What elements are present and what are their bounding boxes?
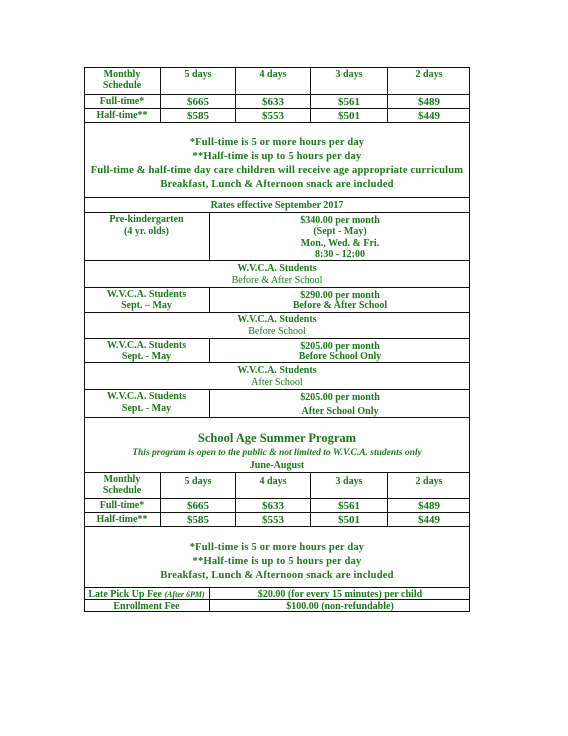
wvca-header-sub: After School — [251, 377, 303, 388]
enrollment-fee-value: $100.00 (non-refundable) — [286, 601, 394, 612]
row-line — [84, 94, 470, 95]
price-cell: $489 — [418, 500, 440, 512]
price-cell: $585 — [187, 110, 209, 122]
wvca-dates: Sept. - May — [121, 403, 172, 414]
col-header-3days: 3 days — [335, 69, 363, 80]
rates-header: Rates effective September 2017 — [210, 200, 344, 211]
col-header-3days: 3 days — [335, 476, 363, 487]
row-label: Full-time* — [99, 96, 145, 107]
price-cell: $449 — [418, 110, 440, 122]
col-header-schedule: Monthly Schedule — [102, 69, 142, 91]
enrollment-fee-label: Enrollment Fee — [113, 601, 180, 612]
prek-price: $340.00 per month — [300, 215, 380, 226]
price-cell: $665 — [187, 96, 209, 108]
summer-dates: June-August — [249, 460, 305, 471]
price-cell: $633 — [262, 96, 284, 108]
price-cell: $585 — [187, 514, 209, 526]
col-header-4days: 4 days — [259, 69, 287, 80]
row-line — [84, 108, 470, 109]
prek-label: Pre-kindergarten — [109, 214, 184, 225]
prek-age: (4 yr. olds) — [124, 226, 169, 237]
note-line: **Half-time is up to 5 hours per day — [192, 556, 362, 567]
prek-season: (Sept - May) — [313, 226, 367, 237]
wvca-label: W.V.C.A. Students — [106, 289, 187, 300]
row-label: Half-time** — [96, 110, 148, 121]
wvca-detail: Before School Only — [298, 351, 382, 362]
wvca-price: $290.00 per month — [300, 290, 380, 301]
late-fee-label-text: Late Pick Up Fee — [88, 589, 162, 600]
prek-hours: 8:30 - 12:00 — [315, 249, 365, 260]
col-header-schedule: Monthly Schedule — [102, 474, 142, 496]
note-line: *Full-time is 5 or more hours per day — [189, 542, 365, 553]
row-line — [84, 512, 470, 513]
col-header-4days: 4 days — [259, 476, 287, 487]
late-fee-label — [86, 589, 207, 600]
wvca-price: $205.00 per month — [300, 392, 380, 403]
wvca-price: $205.00 per month — [300, 341, 380, 352]
price-cell: $501 — [338, 514, 360, 526]
wvca-label: W.V.C.A. Students — [106, 340, 187, 351]
wvca-detail: After School Only — [301, 406, 379, 417]
wvca-header: W.V.C.A. Students — [237, 365, 317, 376]
wvca-dates: Sept. – May — [121, 300, 172, 311]
price-cell: $449 — [418, 514, 440, 526]
col-header-2days: 2 days — [415, 69, 443, 80]
note-line: Breakfast, Lunch & Afternoon snack are included — [160, 179, 394, 190]
summer-subtitle: This program is open to the public & not limited to W.V.C.A. students only — [132, 448, 422, 458]
price-cell: $501 — [338, 110, 360, 122]
wvca-header: W.V.C.A. Students — [237, 314, 317, 325]
wvca-label: W.V.C.A. Students — [106, 391, 187, 402]
col-header-2days: 2 days — [415, 476, 443, 487]
late-fee-label-note: (After 6PM) — [164, 590, 205, 599]
row-label: Full-time* — [99, 500, 145, 511]
wvca-detail: Before & After School — [292, 300, 388, 311]
wvca-header-sub: Before School — [248, 326, 306, 337]
note-line: **Half-time is up to 5 hours per day — [192, 151, 362, 162]
col-header-5days: 5 days — [184, 69, 212, 80]
wvca-header-sub: Before & After School — [231, 275, 323, 286]
note-line: Full-time & half-time day care children will receive age appropriate curriculum — [90, 165, 464, 176]
price-cell: $553 — [262, 110, 284, 122]
price-cell: $553 — [262, 514, 284, 526]
wvca-header: W.V.C.A. Students — [237, 263, 317, 274]
summer-title: School Age Summer Program — [197, 431, 357, 445]
row-line — [84, 498, 470, 499]
wvca-dates: Sept. - May — [121, 351, 172, 362]
prek-days: Mon., Wed. & Fri. — [300, 238, 380, 249]
price-cell: $561 — [338, 500, 360, 512]
note-line: *Full-time is 5 or more hours per day — [189, 137, 365, 148]
price-cell: $665 — [187, 500, 209, 512]
price-cell: $633 — [262, 500, 284, 512]
note-line: Breakfast, Lunch & Afternoon snack are included — [160, 570, 394, 581]
col-header-5days: 5 days — [184, 476, 212, 487]
row-label: Half-time** — [96, 514, 148, 525]
late-fee-value: $20.00 (for every 15 minutes) per child — [257, 589, 423, 600]
price-cell: $561 — [338, 96, 360, 108]
price-cell: $489 — [418, 96, 440, 108]
